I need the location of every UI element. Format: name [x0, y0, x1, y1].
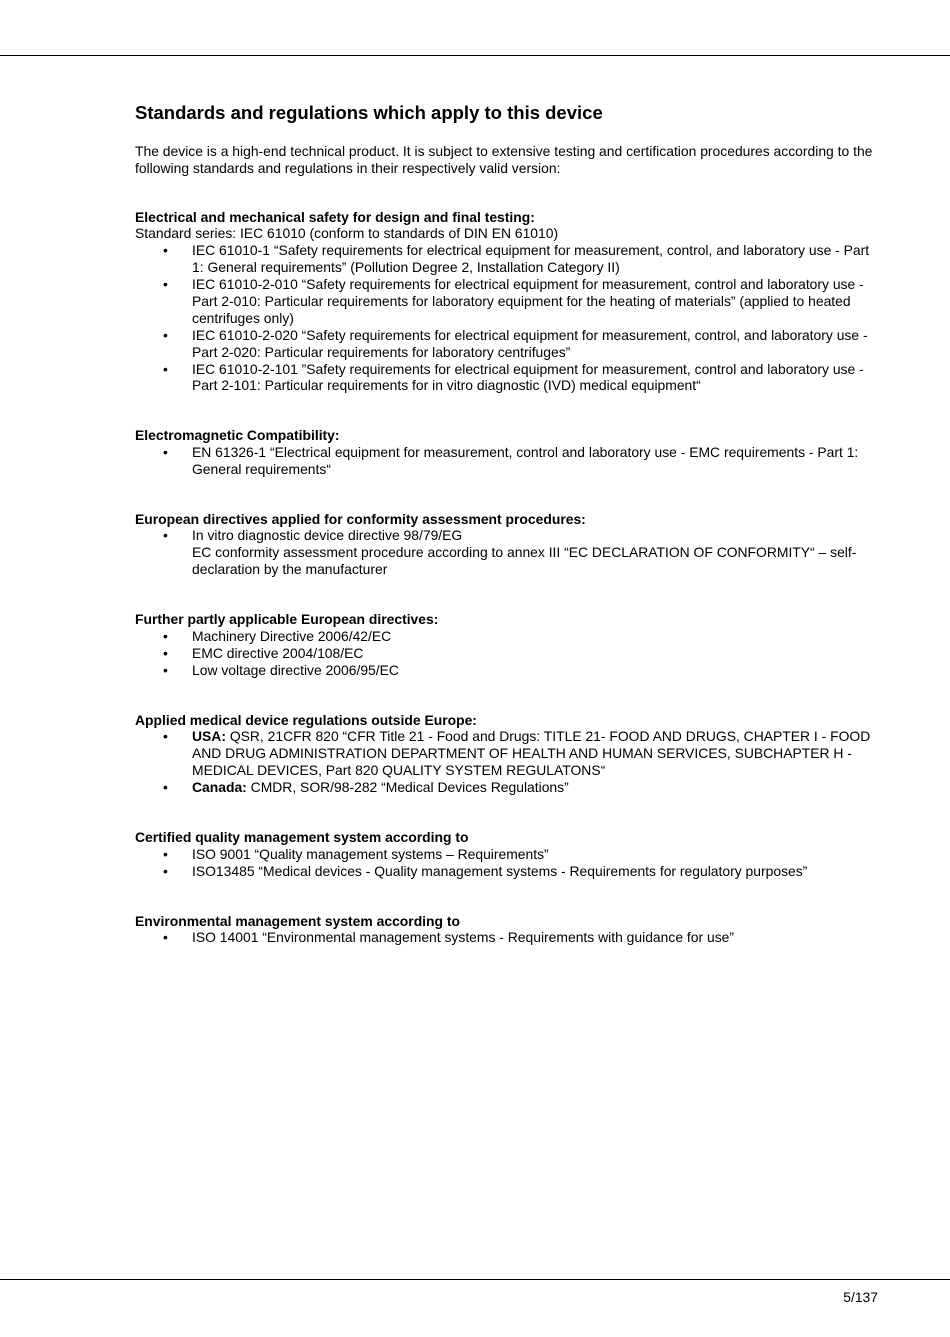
list-item-text: IEC 61010-2-010 “Safety requirements for electrical equipment for measurement, control and laboratory use - Part 2-010: Particular requirements for laboratory equipment for the heating of materials” (applied to heated centrifuges only) — [192, 276, 864, 326]
section-outside-europe — [135, 712, 881, 796]
list-item-text: ISO13485 “Medical devices - Quality management systems - Requirements for regulatory purposes” — [192, 862, 808, 879]
bullet-icon: • — [163, 845, 168, 862]
list-item-text: IEC 61010-1 “Safety requirements for electrical equipment for measurement, control, and laboratory use - Part 1: General requirements” (Pollution Degree 2, Installation Category II) — [192, 242, 870, 275]
bullet-list — [135, 929, 881, 946]
country-label: USA: — [192, 728, 226, 745]
list-item-detail: EC conformity assessment procedure according to annex III “EC DECLARATION OF CONFORMITY“ – self-declaration by the manufacturer — [192, 544, 857, 578]
list-item — [135, 242, 881, 276]
section-electrical-safety — [135, 209, 881, 395]
bullet-icon: • — [163, 444, 168, 461]
bullet-list — [135, 242, 881, 394]
list-item — [135, 327, 881, 361]
list-item — [135, 779, 881, 796]
bullet-list — [135, 527, 881, 577]
country-label: Canada: — [192, 779, 247, 796]
list-item-text: IEC 61010-2-020 “Safety requirements for electrical equipment for measurement, control, and laboratory use - Part 2-020: Particular requirements for laboratory centrifuges” — [192, 326, 868, 360]
list-item — [135, 846, 881, 863]
bullet-icon: • — [163, 862, 168, 879]
bullet-icon: • — [163, 326, 168, 343]
bullet-icon: • — [163, 929, 168, 946]
list-item — [135, 662, 881, 679]
list-item-text: CMDR, SOR/98-282 “Medical Devices Regulations” — [246, 779, 569, 796]
list-item — [135, 276, 881, 326]
bullet-list — [135, 846, 881, 880]
list-item-text: Machinery Directive 2006/42/EC — [192, 627, 392, 644]
bullet-list — [135, 628, 881, 679]
list-item-text: Low voltage directive 2006/95/EC — [192, 661, 399, 678]
page-title: Standards and regulations which apply to this device — [135, 102, 603, 123]
bullet-list — [135, 728, 881, 795]
page-number: 5/137 — [843, 1289, 878, 1305]
list-item-text: ISO 14001 “Environmental management systems - Requirements with guidance for use” — [192, 929, 734, 946]
list-item — [135, 527, 881, 577]
section-heading: European directives applied for conformity assessment procedures: — [135, 510, 586, 527]
bullet-icon: • — [163, 360, 168, 377]
bullet-icon: • — [163, 644, 168, 661]
bullet-icon: • — [163, 627, 168, 644]
section-heading: Electromagnetic Compatibility: — [135, 427, 340, 444]
section-subheading: Standard series: IEC 61010 (conform to standards of DIN EN 61010) — [135, 225, 559, 242]
list-item-text: IEC 61010-2-101 ”Safety requirements for electrical equipment for measurement, control and laboratory use - Part 2-101: Particular requirements for in vitro diagnostic (IVD) medical equipment“ — [192, 360, 864, 394]
bullet-icon: • — [163, 661, 168, 678]
document-body — [135, 101, 881, 946]
bullet-icon: • — [163, 728, 168, 745]
bullet-icon: • — [163, 779, 168, 796]
list-item — [135, 863, 881, 880]
list-item-text: ISO 9001 “Quality management systems – Requirements” — [192, 845, 549, 862]
section-environmental-management — [135, 913, 881, 947]
list-item — [135, 728, 881, 778]
section-heading: Applied medical device regulations outside Europe: — [135, 711, 477, 728]
section-heading: Environmental management system according to — [135, 912, 460, 929]
list-item-text: QSR, 21CFR 820 “CFR Title 21 - Food and Drugs: TITLE 21- FOOD AND DRUGS, CHAPTER I - FOOD AND DRUG ADMINISTRATION DEPARTMENT OF HEALTH AND HUMAN SERVICES, SUBCHAPTER H - MEDICAL DEVICES, Part 820 QUALITY SYSTEM REGULATONS“ — [192, 728, 871, 778]
footer-rule — [0, 1279, 950, 1280]
section-heading: Further partly applicable European directives: — [135, 610, 439, 627]
list-item — [135, 929, 881, 946]
list-item — [135, 444, 881, 478]
bullet-icon: • — [163, 276, 168, 293]
section-emc — [135, 427, 881, 477]
list-item-text: EMC directive 2004/108/EC — [192, 644, 364, 661]
section-quality-management — [135, 829, 881, 880]
list-item-text: In vitro diagnostic device directive 98/79/EG — [192, 527, 463, 544]
section-heading: Electrical and mechanical safety for design and final testing: — [135, 208, 535, 225]
bullet-icon: • — [163, 527, 168, 544]
list-item — [135, 361, 881, 395]
list-item — [135, 628, 881, 645]
list-item — [135, 645, 881, 662]
header-rule — [0, 55, 950, 56]
list-item-text: EN 61326-1 “Electrical equipment for measurement, control and laboratory use - EMC requirements - Part 1: General requirements“ — [192, 444, 859, 477]
section-european-directives — [135, 511, 881, 578]
section-heading: Certified quality management system according to — [135, 828, 469, 845]
intro-paragraph: The device is a high-end technical product. It is subject to extensive testing and certification procedures according to the following standards and regulations in their respectively valid version: — [135, 143, 873, 176]
section-further-directives — [135, 611, 881, 679]
bullet-icon: • — [163, 242, 168, 259]
bullet-list — [135, 444, 881, 478]
